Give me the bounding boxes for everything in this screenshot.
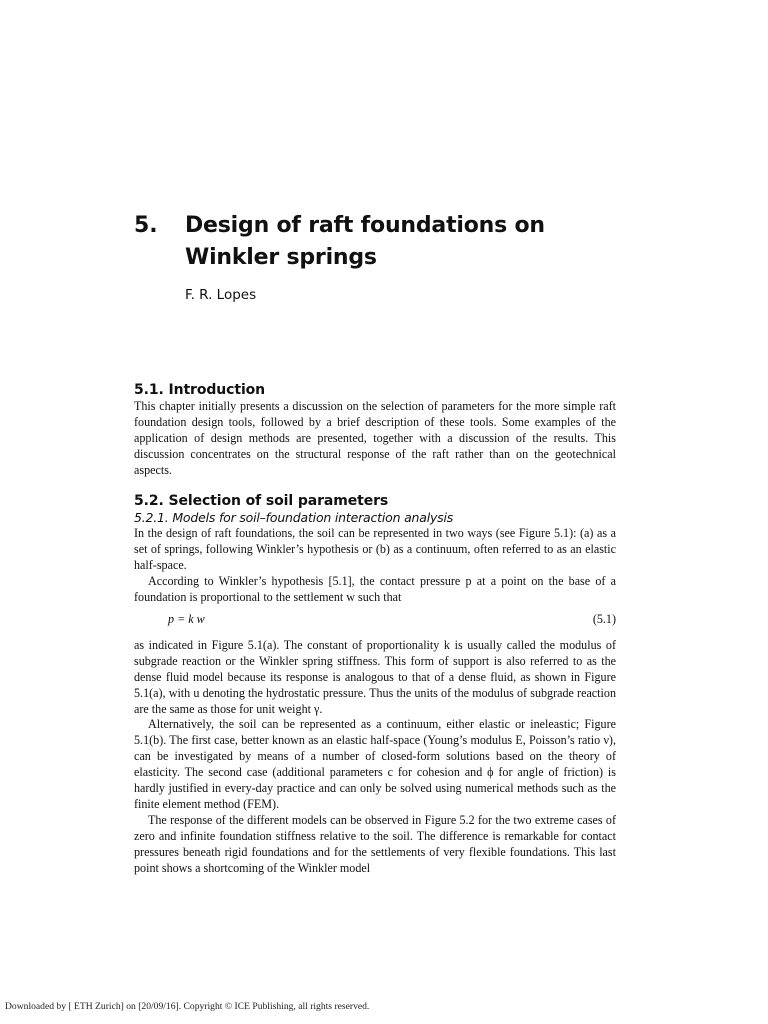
- chapter-number: 5.: [134, 213, 158, 238]
- subsection-heading-models: 5.2.1. Models for soil–foundation interaction analysis: [134, 510, 454, 525]
- paragraph-winkler-hypothesis: According to Winkler’s hypothesis [5.1], the contact pressure p at a point on the base of a foundation is proportional to the settlement w such that: [134, 574, 616, 604]
- download-footer: Downloaded by [ ETH Zurich] on [20/09/16]. Copyright © ICE Publishing, all rights reserved.: [5, 1001, 370, 1012]
- equation-expression: p = k w: [168, 612, 205, 626]
- chapter-author: F. R. Lopes: [185, 287, 257, 303]
- paragraph-model-response: The response of the different models can be observed in Figure 5.2 for the two extreme cases of zero and infinite foundation stiffness relative to the soil. The difference is remarkable for contact pressures beneath rigid foundations and for the settlements of very flexible foundations. This last point shows a shortcoming of the Winkler model: [134, 813, 616, 875]
- paragraph-continuum: Alternatively, the soil can be represented as a continuum, either elastic or ineleastic; Figure 5.1(b). The first case, better known as an elastic half-space (Young’s modulus E, Poisson’s ratio ν), can be investigated by means of a number of closed-form solutions based on the theory of elasticity. The second case (additional parameters c for cohesion and ϕ for angle of friction) is hardly justified in every-day practice and can only be solved using numerical methods such as the finite element method (FEM).: [134, 717, 616, 811]
- equation-number: (5.1): [592, 612, 616, 626]
- section-heading-soil-parameters: 5.2. Selection of soil parameters: [134, 493, 389, 509]
- section-heading-introduction: 5.1. Introduction: [134, 382, 266, 398]
- paragraph-raft-design: In the design of raft foundations, the soil can be represented in two ways (see Figure 5.1): (a) as a set of springs, following Winkler’s hypothesis or (b) as a continuum, often referred to as an elastic half-space.: [134, 526, 616, 572]
- equation-5-1: [134, 611, 616, 627]
- paragraph-subgrade-modulus: as indicated in Figure 5.1(a). The constant of proportionality k is usually called the modulus of subgrade reaction or the Winkler spring stiffness. This form of support is also referred to as the dense fluid model because its response is analogous to that of a dense fluid, as shown in Figure 5.1(a), with u denoting the hydrostatic pressure. Thus the units of the modulus of subgrade reaction are the same as those for unit weight γ.: [134, 638, 616, 716]
- paragraph-introduction: This chapter initially presents a discussion on the selection of parameters for the more simple raft foundation design tools, followed by a brief description of these tools. Some examples of the application of design methods are presented, together with a discussion of the results. This discussion concentrates on the structural response of the raft rather than on the geotechnical aspects.: [134, 399, 616, 477]
- chapter-title: Design of raft foundations on Winkler springs: [185, 213, 545, 270]
